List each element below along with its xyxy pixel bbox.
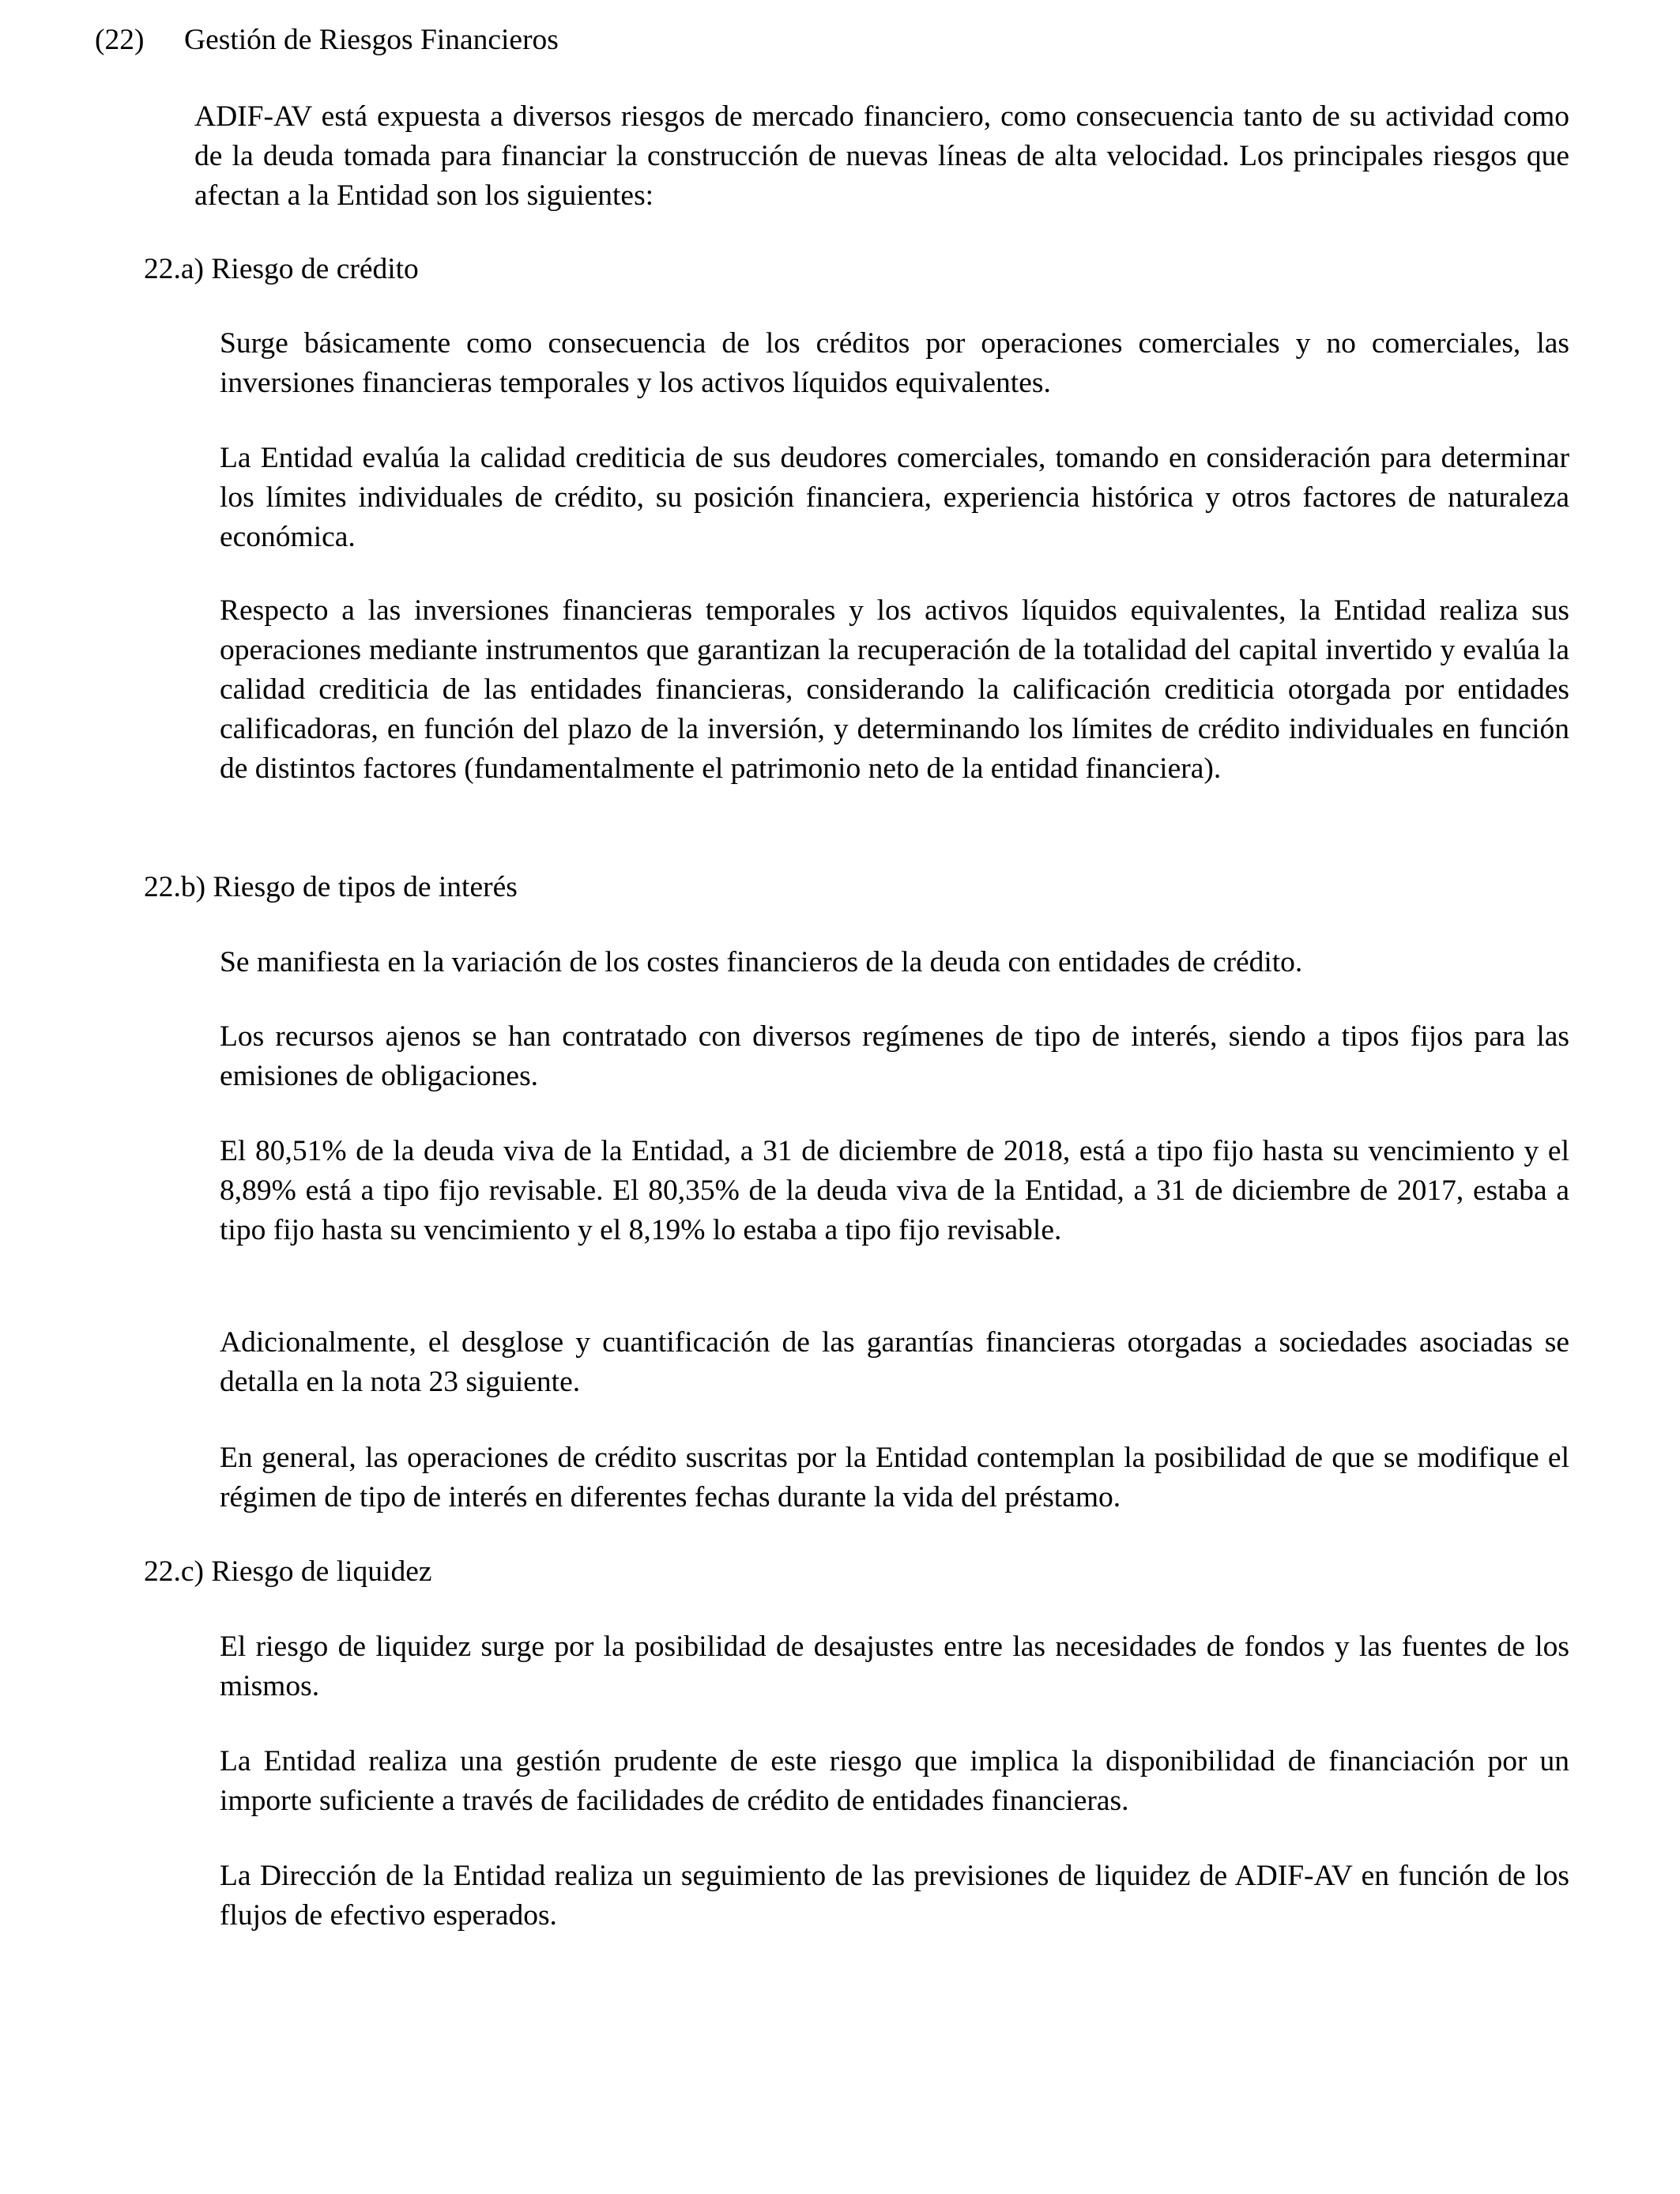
- credit-risk-paragraph: La Entidad evalúa la calidad crediticia de sus deudores comerciales, tomando en consideración para determinar los límites individuales de crédito, su posición financiera, experiencia histórica y otros factores de naturaleza económica.: [220, 442, 1569, 553]
- credit-risk-paragraph: Surge básicamente como consecuencia de los créditos por operaciones comerciales y no comerciales, las inversiones financieras temporales y los activos líquidos equivalentes.: [220, 327, 1569, 399]
- interest-rate-risk-paragraph: Los recursos ajenos se han contratado con diversos regímenes de tipo de interés, siendo a tipos fijos para las emisiones de obligaciones.: [220, 1020, 1569, 1092]
- interest-rate-risk-paragraph: En general, las operaciones de crédito suscritas por la Entidad contemplan la posibilidad de que se modifique el régimen de tipo de interés en diferentes fechas durante la vida del préstamo.: [220, 1442, 1569, 1514]
- liquidity-risk-paragraph: El riesgo de liquidez surge por la posibilidad de desajustes entre las necesidades de fondos y las fuentes de los mismos.: [220, 1630, 1569, 1702]
- liquidity-risk-paragraph: La Entidad realiza una gestión prudente de este riesgo que implica la disponibilidad de financiación por un importe suficiente a través de facilidades de crédito de entidades financieras.: [220, 1745, 1569, 1817]
- section-heading: [95, 21, 559, 60]
- credit-risk-heading: 22.a) Riesgo de crédito: [144, 253, 419, 285]
- interest-rate-risk-heading: 22.b) Riesgo de tipos de interés: [144, 871, 518, 903]
- liquidity-risk-heading: 22.c) Riesgo de liquidez: [144, 1555, 432, 1588]
- section-intro: ADIF-AV está expuesta a diversos riesgos de mercado financiero, como consecuencia tanto de su actividad como de la deuda tomada para financiar la construcción de nuevas líneas de alta velocidad. Los principales riesgos que afectan a la Entidad son los siguientes:: [194, 100, 1569, 212]
- credit-risk-paragraph: Respecto a las inversiones financieras temporales y los activos líquidos equivalentes, la Entidad realiza sus operaciones mediante instrumentos que garantizan la recuperación de la totalidad del capital invertido y evalúa la calidad crediticia de las entidades financieras, considerando la calificación crediticia otorgada por entidades calificadoras, en función del plazo de la inversión, y determinando los límites de crédito individuales en función de distintos factores (fundamentalmente el patrimonio neto de la entidad financiera).: [220, 594, 1569, 785]
- interest-rate-risk-paragraph: Adicionalmente, el desglose y cuantificación de las garantías financieras otorgadas a sociedades asociadas se detalla en la nota 23 siguiente.: [220, 1326, 1569, 1398]
- section-number: (22): [95, 24, 145, 56]
- interest-rate-risk-paragraph: Se manifiesta en la variación de los costes financieros de la deuda con entidades de crédito.: [220, 946, 1303, 978]
- interest-rate-risk-paragraph: El 80,51% de la deuda viva de la Entidad, a 31 de diciembre de 2018, está a tipo fijo hasta su vencimiento y el 8,89% está a tipo fijo revisable. El 80,35% de la deuda viva de la Entidad, a 31 de diciembre de 2017, estaba a tipo fijo hasta su vencimiento y el 8,19% lo estaba a tipo fijo revisable.: [220, 1135, 1569, 1246]
- section-title: Gestión de Riesgos Financieros: [184, 24, 559, 56]
- liquidity-risk-paragraph: La Dirección de la Entidad realiza un seguimiento de las previsiones de liquidez de ADIF-AV en función de los flujos de efectivo esperados.: [220, 1860, 1569, 1932]
